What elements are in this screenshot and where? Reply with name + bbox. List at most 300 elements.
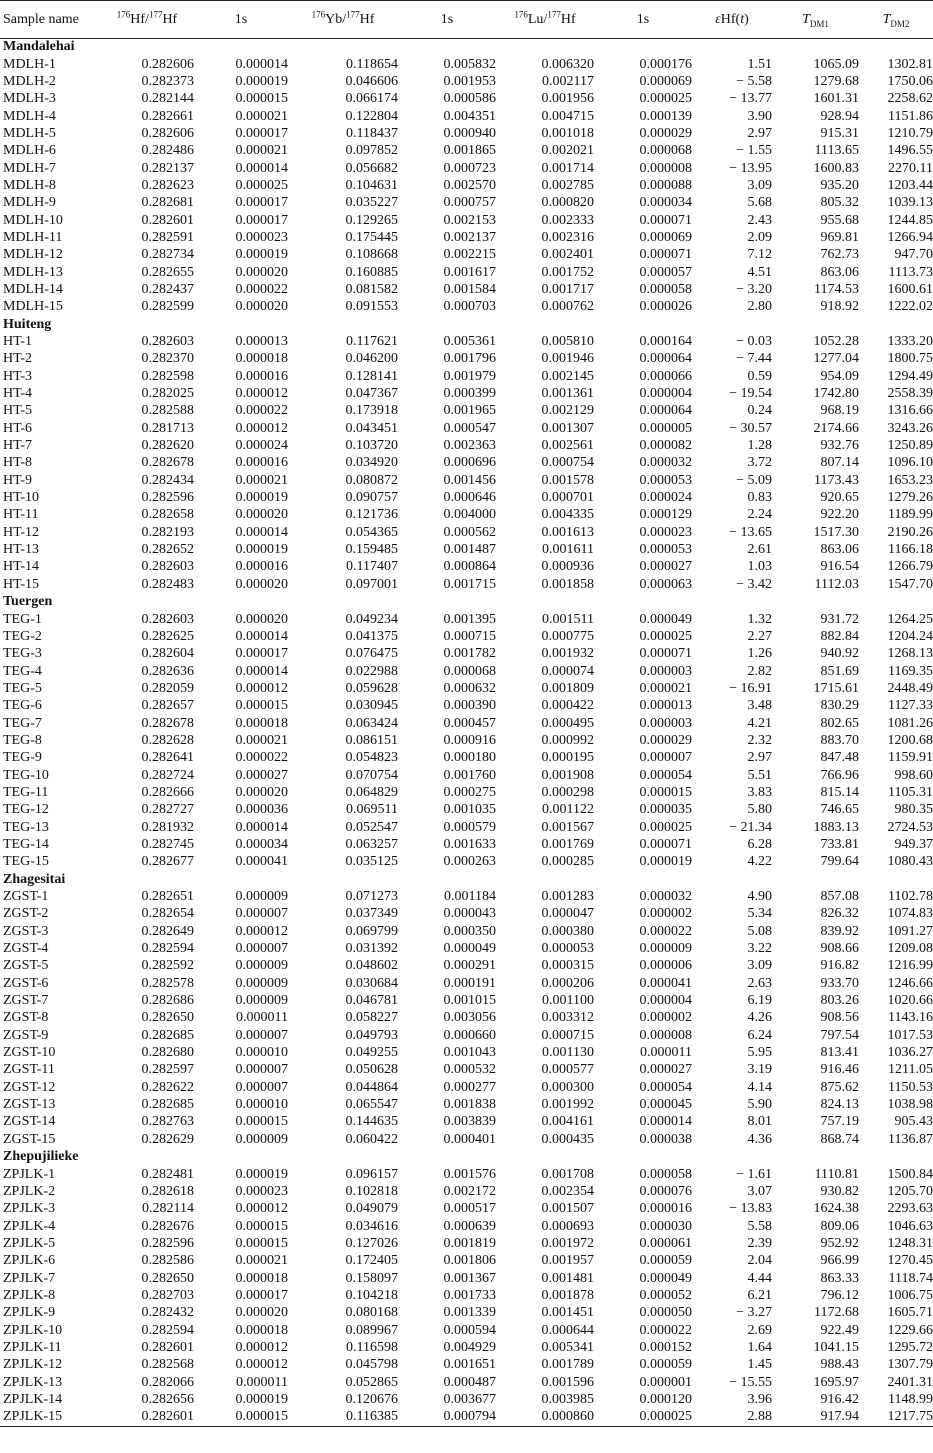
cell-sigma-lu: 0.000063 [639,576,692,592]
cell-sigma-hf: 0.000021 [235,108,288,124]
cell-sigma-lu: 0.000049 [639,1270,692,1286]
cell-hf-hf: 0.282591 [141,229,194,245]
cell-sigma-lu: 0.000035 [639,802,692,818]
cell-sigma-yb: 0.000723 [443,160,496,176]
cell-hf-hf: 0.282650 [141,1010,194,1026]
cell-yb-hf: 0.173918 [345,403,398,419]
cell-sigma-yb: 0.000594 [443,1322,496,1338]
cell-tdm2: 1096.10 [887,455,933,471]
cell-sigma-lu: 0.000059 [639,1253,692,1269]
cell-lu-hf: 0.000435 [541,1131,594,1147]
cell-sigma-lu: 0.000066 [639,368,692,384]
cell-lu-hf: 0.000693 [541,1218,594,1234]
cell-sigma-hf: 0.000012 [235,1201,288,1217]
cell-sigma-yb: 0.000532 [443,1062,496,1078]
cell-hf-hf: 0.282434 [141,472,194,488]
cell-epsilon-hf: 2.43 [747,212,772,228]
cell-hf-hf: 0.282641 [141,750,194,766]
cell-tdm1: 807.14 [820,455,859,471]
cell-tdm1: 746.65 [820,802,859,818]
cell-tdm2: 1169.35 [888,663,933,679]
cell-yb-hf: 0.096157 [345,1166,398,1182]
cell-sigma-hf: 0.000016 [235,559,288,575]
cell-sigma-hf: 0.000019 [235,1166,288,1182]
cell-sigma-lu: 0.000004 [639,993,692,1009]
cell-sigma-yb: 0.000263 [443,854,496,870]
cell-hf-hf: 0.282625 [141,628,194,644]
cell-sigma-yb: 0.000277 [443,1079,496,1095]
table-row [0,56,933,73]
cell-lu-hf: 0.002354 [541,1183,594,1199]
cell-hf-hf: 0.282649 [141,923,194,939]
cell-sigma-lu: 0.000025 [639,819,692,835]
cell-sigma-lu: 0.000003 [639,715,692,731]
cell-sigma-yb: 0.000191 [443,975,496,991]
table-row [0,1357,933,1374]
cell-sigma-yb: 0.000757 [443,195,496,211]
cell-epsilon-hf: 3.09 [747,177,772,193]
cell-yb-hf: 0.129265 [345,212,398,228]
table-row [0,507,933,524]
cell-sample-name: ZPJLK-13 [3,1374,63,1390]
cell-tdm2: 1333.20 [887,334,933,350]
cell-epsilon-hf: 2.97 [747,125,772,141]
cell-hf-hf: 0.282650 [141,1270,194,1286]
cell-tdm2: 1211.05 [888,1062,933,1078]
cell-epsilon-hf: 8.01 [747,1114,772,1130]
cell-sample-name: MDLH-10 [3,212,63,228]
cell-sigma-lu: 0.000152 [639,1339,692,1355]
cell-sigma-lu: 0.000082 [639,438,692,454]
cell-tdm1: 1041.15 [813,1339,859,1355]
cell-sigma-lu: 0.000027 [639,1062,692,1078]
cell-lu-hf: 0.006320 [541,56,594,72]
cell-sigma-hf: 0.000015 [235,91,288,107]
cell-sigma-yb: 0.000350 [443,923,496,939]
cell-yb-hf: 0.086151 [345,732,398,748]
cell-lu-hf: 0.001789 [541,1357,594,1373]
cell-hf-hf: 0.282622 [141,1079,194,1095]
cell-sigma-lu: 0.000005 [639,420,692,436]
cell-sigma-lu: 0.000068 [639,143,692,159]
cell-lu-hf: 0.000206 [541,975,594,991]
cell-sample-name: ZGST-12 [3,1079,56,1095]
cell-hf-hf: 0.282656 [141,1391,194,1407]
table-row [0,940,933,957]
cell-hf-hf: 0.282599 [141,299,194,315]
cell-tdm1: 863.33 [820,1270,859,1286]
table-row [0,177,933,194]
cell-yb-hf: 0.060422 [345,1131,398,1147]
cell-sample-name: ZGST-5 [3,958,49,974]
cell-hf-hf: 0.282437 [141,281,194,297]
table-row [0,1096,933,1113]
cell-sample-name: MDLH-8 [3,177,56,193]
cell-epsilon-hf: 0.83 [747,490,772,506]
cell-sample-name: HT-12 [3,524,40,540]
cell-epsilon-hf: 3.19 [747,1062,772,1078]
cell-sigma-lu: 0.000061 [639,1235,692,1251]
cell-epsilon-hf: − 15.55 [729,1374,772,1390]
cell-sigma-lu: 0.000023 [639,524,692,540]
cell-yb-hf: 0.108668 [345,247,398,263]
cell-hf-hf: 0.282666 [141,784,194,800]
cell-epsilon-hf: − 5.58 [736,73,772,89]
cell-sigma-yb: 0.000291 [443,958,496,974]
cell-epsilon-hf: 3.09 [747,958,772,974]
cell-lu-hf: 0.002561 [541,438,594,454]
cell-sigma-lu: 0.000176 [639,56,692,72]
cell-sigma-lu: 0.000054 [639,1079,692,1095]
cell-tdm2: 1222.02 [887,299,933,315]
cell-lu-hf: 0.001714 [541,160,594,176]
cell-sigma-hf: 0.000021 [235,1253,288,1269]
cell-tdm2: 2258.62 [887,91,933,107]
cell-tdm2: 1600.61 [887,281,933,297]
cell-lu-hf: 0.002401 [541,247,594,263]
cell-sample-name: HT-2 [3,351,33,367]
cell-epsilon-hf: − 5.09 [736,472,772,488]
cell-yb-hf: 0.046606 [345,73,398,89]
table-row [0,91,933,108]
cell-sigma-lu: 0.000069 [639,229,692,245]
cell-hf-hf: 0.282685 [141,1027,194,1043]
cell-sigma-lu: 0.000038 [639,1131,692,1147]
cell-sigma-yb: 0.001782 [443,646,496,662]
cell-sigma-hf: 0.000012 [235,1339,288,1355]
cell-tdm1: 918.92 [820,299,859,315]
cell-sample-name: ZGST-4 [3,941,49,957]
cell-hf-hf: 0.282370 [141,351,194,367]
cell-tdm2: 905.43 [894,1114,933,1130]
cell-sample-name: TEG-6 [3,698,42,714]
cell-sample-name: MDLH-3 [3,91,56,107]
cell-yb-hf: 0.030945 [345,698,398,714]
table-row [0,836,933,853]
cell-hf-hf: 0.282144 [141,91,194,107]
cell-tdm2: 1150.53 [888,1079,933,1095]
cell-sigma-hf: 0.000012 [235,923,288,939]
header-lu-hf-ratio: $^{176}$Lu/$^{177}$Hf [496,1,594,39]
group-name: Huiteng [3,316,52,332]
cell-tdm1: 830.29 [820,698,859,714]
cell-tdm1: 922.20 [820,507,859,523]
cell-sigma-hf: 0.000009 [235,975,288,991]
table-row [0,576,933,593]
cell-tdm2: 1209.08 [887,941,933,957]
cell-sigma-hf: 0.000015 [235,1235,288,1251]
cell-sigma-yb: 0.000401 [443,1131,496,1147]
cell-epsilon-hf: 4.22 [747,854,772,870]
cell-yb-hf: 0.044864 [345,1079,398,1095]
cell-epsilon-hf: − 30.57 [729,420,772,436]
table-row [0,611,933,628]
cell-hf-hf: 0.282066 [141,1374,194,1390]
cell-sigma-yb: 0.004000 [443,507,496,523]
cell-yb-hf: 0.041375 [345,628,398,644]
cell-epsilon-hf: 4.14 [747,1079,772,1095]
cell-sigma-lu: 0.000045 [639,1097,692,1113]
cell-sigma-yb: 0.001760 [443,767,496,783]
cell-epsilon-hf: 2.97 [747,750,772,766]
cell-sigma-lu: 0.000008 [639,160,692,176]
cell-sample-name: ZGST-14 [3,1114,56,1130]
cell-lu-hf: 0.001100 [542,993,594,1009]
cell-tdm2: 1091.27 [887,923,933,939]
cell-sigma-hf: 0.000020 [235,507,288,523]
cell-hf-hf: 0.282137 [141,160,194,176]
cell-hf-hf: 0.282654 [141,906,194,922]
cell-sample-name: TEG-5 [3,680,42,696]
table-row [0,489,933,506]
cell-lu-hf: 0.001956 [541,91,594,107]
cell-sample-name: HT-5 [3,403,33,419]
header-sample-name: Sample name [0,1,100,39]
cell-sigma-lu: 0.000006 [639,958,692,974]
cell-yb-hf: 0.121736 [345,507,398,523]
header-1s-hf: 1s [194,1,288,39]
cell-sample-name: ZPJLK-12 [3,1357,63,1373]
table-row [0,1235,933,1252]
cell-tdm2: 1500.84 [887,1166,933,1182]
cell-hf-hf: 0.282680 [141,1045,194,1061]
cell-hf-hf: 0.282586 [141,1253,194,1269]
cell-epsilon-hf: 1.51 [747,56,772,72]
cell-sigma-yb: 0.003677 [443,1391,496,1407]
cell-lu-hf: 0.000495 [541,715,594,731]
cell-tdm1: 882.84 [820,628,859,644]
cell-lu-hf: 0.001708 [541,1166,594,1182]
cell-tdm2: 980.35 [894,802,933,818]
cell-sigma-yb: 0.000579 [443,819,496,835]
cell-tdm2: 1270.45 [887,1253,933,1269]
cell-tdm1: 954.09 [820,368,859,384]
cell-sigma-hf: 0.000017 [235,1287,288,1303]
cell-tdm2: 1074.83 [887,906,933,922]
cell-sigma-hf: 0.000020 [235,299,288,315]
cell-sigma-lu: 0.000027 [639,559,692,575]
cell-sample-name: HT-9 [3,472,33,488]
table-row [0,247,933,264]
cell-hf-hf: 0.282059 [141,680,194,696]
cell-lu-hf: 0.001361 [541,386,594,402]
cell-yb-hf: 0.034616 [345,1218,398,1234]
cell-lu-hf: 0.001283 [541,889,594,905]
cell-sigma-hf: 0.000027 [235,767,288,783]
cell-lu-hf: 0.000053 [541,941,594,957]
cell-sigma-lu: 0.000026 [639,299,692,315]
table-body [0,39,933,1427]
cell-tdm1: 824.13 [820,1097,859,1113]
header-tdm2: $T_{DM2}$ [859,1,933,39]
cell-yb-hf: 0.056682 [345,160,398,176]
cell-epsilon-hf: 4.90 [747,889,772,905]
cell-hf-hf: 0.282596 [141,1235,194,1251]
cell-sigma-hf: 0.000022 [235,403,288,419]
cell-sigma-hf: 0.000010 [235,1045,288,1061]
cell-sigma-yb: 0.000586 [443,91,496,107]
cell-sigma-yb: 0.000916 [443,732,496,748]
cell-sigma-hf: 0.000015 [194,1409,288,1426]
cell-epsilon-hf: − 19.54 [729,386,772,402]
cell-sigma-lu: 0.000058 [639,281,692,297]
cell-sample-name: ZPJLK-9 [3,1305,56,1321]
cell-sigma-hf: 0.000036 [235,802,288,818]
cell-yb-hf: 0.046781 [345,993,398,1009]
cell-yb-hf: 0.127026 [345,1235,398,1251]
cell-sigma-yb: 0.000049 [443,941,496,957]
cell-sigma-lu: 0.000021 [639,680,692,696]
table-row [0,420,933,437]
cell-lu-hf: 0.001611 [542,542,594,558]
cell-epsilon-hf: 7.12 [747,247,772,263]
cell-tdm1: 916.42 [820,1391,859,1407]
cell-epsilon-hf: 3.96 [747,1391,772,1407]
cell-yb-hf: 0.059628 [345,680,398,696]
cell-yb-hf: 0.116385 [288,1409,398,1426]
cell-hf-hf: 0.282606 [141,56,194,72]
cell-sigma-hf: 0.000011 [236,1374,288,1390]
cell-epsilon-hf: 5.08 [747,923,772,939]
cell-sample-name: TEG-15 [3,854,49,870]
cell-yb-hf: 0.071273 [345,889,398,905]
cell-tdm2: 2270.11 [888,160,933,176]
cell-sigma-lu: 0.000041 [639,975,692,991]
table-row [0,455,933,472]
cell-tdm1: 799.64 [820,854,859,870]
cell-sigma-lu: 0.000004 [639,386,692,402]
cell-sigma-yb: 0.001043 [443,1045,496,1061]
cell-sample-name: MDLH-4 [3,108,56,124]
cell-sigma-lu: 0.000022 [639,923,692,939]
cell-sigma-yb: 0.000275 [443,784,496,800]
cell-tdm1: 766.96 [820,767,859,783]
cell-sigma-lu: 0.000053 [639,472,692,488]
cell-sigma-yb: 0.000940 [443,125,496,141]
cell-tdm1: 757.19 [820,1114,859,1130]
cell-sigma-lu: 0.000058 [639,1166,692,1182]
cell-yb-hf: 0.097852 [345,143,398,159]
cell-tdm1: 940.92 [820,646,859,662]
cell-epsilon-hf: 2.80 [747,299,772,315]
cell-lu-hf: 0.001972 [541,1235,594,1251]
cell-lu-hf: 0.001481 [541,1270,594,1286]
table-row [0,663,933,680]
cell-sigma-hf: 0.000021 [235,472,288,488]
cell-yb-hf: 0.054365 [345,524,398,540]
cell-lu-hf: 0.001878 [541,1287,594,1303]
cell-tdm1: 1113.65 [814,143,859,159]
cell-tdm2: 1302.81 [887,56,933,72]
cell-sample-name: TEG-1 [3,611,42,627]
cell-tdm1: 908.66 [820,941,859,957]
cell-sigma-hf: 0.000023 [235,1183,288,1199]
cell-sample-name: ZGST-1 [3,889,49,905]
table-row [0,1409,933,1426]
cell-sample-name: ZPJLK-8 [3,1287,56,1303]
cell-sigma-hf: 0.000013 [235,334,288,350]
cell-tdm1: 1174.53 [814,281,859,297]
cell-yb-hf: 0.052547 [345,819,398,835]
cell-yb-hf: 0.063257 [345,836,398,852]
cell-epsilon-hf: 2.04 [747,1253,772,1269]
cell-sample-name: ZPJLK-10 [3,1322,63,1338]
cell-sigma-yb: 0.000660 [443,1027,496,1043]
cell-sample-name: ZGST-2 [3,906,49,922]
cell-yb-hf: 0.034920 [345,455,398,471]
cell-lu-hf: 0.000701 [541,490,594,506]
cell-sample-name: MDLH-1 [3,56,56,72]
cell-epsilon-hf: − 16.91 [729,680,772,696]
cell-lu-hf: 0.001908 [541,767,594,783]
cell-sigma-lu: 0.000025 [639,91,692,107]
cell-sample-name: HT-14 [3,559,40,575]
cell-tdm2: 1113.73 [888,264,933,280]
cell-sigma-yb: 0.001651 [443,1357,496,1373]
cell-hf-hf: 0.282618 [141,1183,194,1199]
cell-sigma-hf: 0.000015 [235,1218,288,1234]
table-row [0,1010,933,1027]
cell-sigma-hf: 0.000014 [235,663,288,679]
cell-yb-hf: 0.120676 [345,1391,398,1407]
cell-sigma-lu: 0.000059 [639,1357,692,1373]
cell-sigma-yb: 0.000646 [443,490,496,506]
cell-sigma-lu: 0.000025 [594,1409,692,1426]
table-row [0,1270,933,1287]
cell-sigma-lu: 0.000002 [639,906,692,922]
cell-hf-hf: 0.282481 [141,1166,194,1182]
cell-sigma-yb: 0.001715 [443,576,496,592]
cell-sigma-yb: 0.005361 [443,334,496,350]
cell-tdm1: 797.54 [820,1027,859,1043]
cell-sample-name: ZPJLK-15 [0,1409,100,1426]
cell-sigma-hf: 0.000021 [235,732,288,748]
cell-tdm2: 1229.66 [887,1322,933,1338]
cell-sigma-yb: 0.001487 [443,542,496,558]
cell-tdm2: 1017.53 [887,1027,933,1043]
cell-tdm1: 917.94 [772,1409,859,1426]
cell-sigma-yb: 0.004351 [443,108,496,124]
cell-sigma-yb: 0.001035 [443,802,496,818]
table-row [0,108,933,125]
cell-tdm2: 1151.86 [888,108,933,124]
cell-yb-hf: 0.031392 [345,941,398,957]
cell-epsilon-hf: 5.58 [747,1218,772,1234]
cell-lu-hf: 0.000195 [541,750,594,766]
cell-sigma-yb: 0.001584 [443,281,496,297]
cell-hf-hf: 0.282606 [141,125,194,141]
cell-hf-hf: 0.282629 [141,1131,194,1147]
cell-sigma-lu: 0.000029 [639,732,692,748]
cell-tdm2: 949.37 [894,836,933,852]
cell-epsilon-hf: 5.95 [747,1045,772,1061]
cell-tdm1: 1624.38 [813,1201,859,1217]
cell-tdm1: 916.54 [820,559,859,575]
cell-hf-hf: 0.282568 [141,1357,194,1373]
cell-sigma-yb: 0.001796 [443,351,496,367]
group-header-row [0,1149,933,1166]
table-row [0,385,933,402]
cell-sample-name: ZGST-11 [3,1062,55,1078]
cell-yb-hf: 0.175445 [345,229,398,245]
cell-sigma-hf: 0.000014 [235,56,288,72]
cell-sigma-hf: 0.000007 [235,1079,288,1095]
cell-tdm1: 969.81 [820,229,859,245]
cell-sigma-yb: 0.001339 [443,1305,496,1321]
table-row [0,299,933,316]
cell-hf-hf: 0.282727 [141,802,194,818]
group-header-row [0,316,933,333]
